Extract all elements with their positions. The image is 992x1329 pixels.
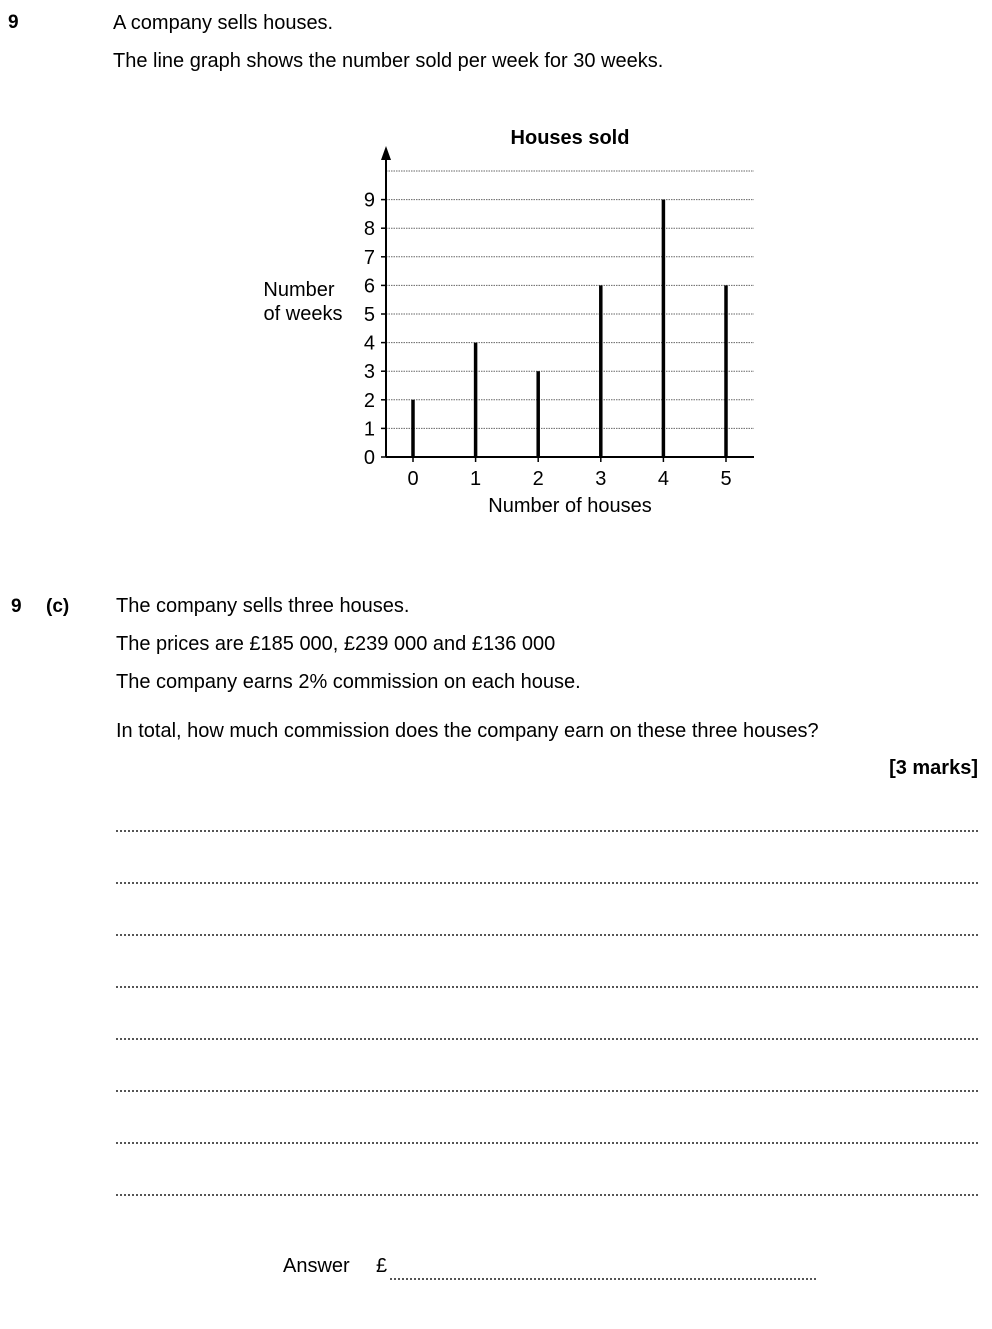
y-tick-label: 1: [363, 418, 375, 441]
currency-symbol: £: [376, 1255, 388, 1277]
part-c-commission-line: The company earns 2% commission on each house.: [116, 671, 581, 693]
y-axis-arrow-icon: [381, 146, 391, 160]
y-axis-label-line2: of weeks: [263, 303, 343, 325]
y-tick-label: 9: [363, 189, 375, 212]
x-tick-label: 4: [657, 468, 669, 490]
x-tick-label: 2: [532, 468, 544, 490]
answer-input-line[interactable]: [390, 1278, 816, 1280]
x-tick-label: 5: [720, 468, 732, 490]
working-line[interactable]: [116, 830, 978, 832]
part-c-question: In total, how much commission does the company earn on these three houses?: [116, 720, 819, 742]
answer-label: Answer: [283, 1255, 350, 1277]
part-question-number: 9: [11, 596, 22, 617]
y-tick-label: 2: [363, 389, 375, 412]
question-number: 9: [8, 12, 19, 33]
y-tick-label: 7: [363, 246, 375, 269]
working-line[interactable]: [116, 986, 978, 988]
working-line[interactable]: [116, 1194, 978, 1196]
y-tick-label: 6: [363, 275, 375, 298]
x-tick-label: 1: [470, 468, 482, 490]
marks-label: [3 marks]: [889, 757, 978, 779]
y-tick-label: 5: [363, 304, 375, 326]
part-c-line1: The company sells three houses.: [116, 595, 410, 617]
y-tick-label: 8: [363, 218, 375, 241]
working-line[interactable]: [116, 1142, 978, 1144]
working-line[interactable]: [116, 1090, 978, 1092]
x-tick-label: 0: [407, 468, 419, 490]
x-tick-label: 3: [595, 468, 607, 490]
question-description-line: The line graph shows the number sold per week for 30 weeks.: [113, 50, 664, 72]
y-tick-label: 3: [363, 361, 375, 384]
chart-title: Houses sold: [510, 127, 630, 149]
part-label: (c): [46, 596, 70, 617]
houses-sold-chart: [0, 0, 992, 540]
y-axis-label-line1: Number: [263, 279, 335, 301]
y-tick-label: 0: [363, 447, 375, 469]
x-axis-label: Number of houses: [488, 495, 652, 517]
question-intro-line: A company sells houses.: [113, 12, 334, 34]
working-line[interactable]: [116, 934, 978, 936]
working-line[interactable]: [116, 882, 978, 884]
part-c-prices-line: The prices are £185 000, £239 000 and £136 000: [116, 633, 556, 655]
working-line[interactable]: [116, 1038, 978, 1040]
y-tick-label: 4: [363, 332, 375, 355]
